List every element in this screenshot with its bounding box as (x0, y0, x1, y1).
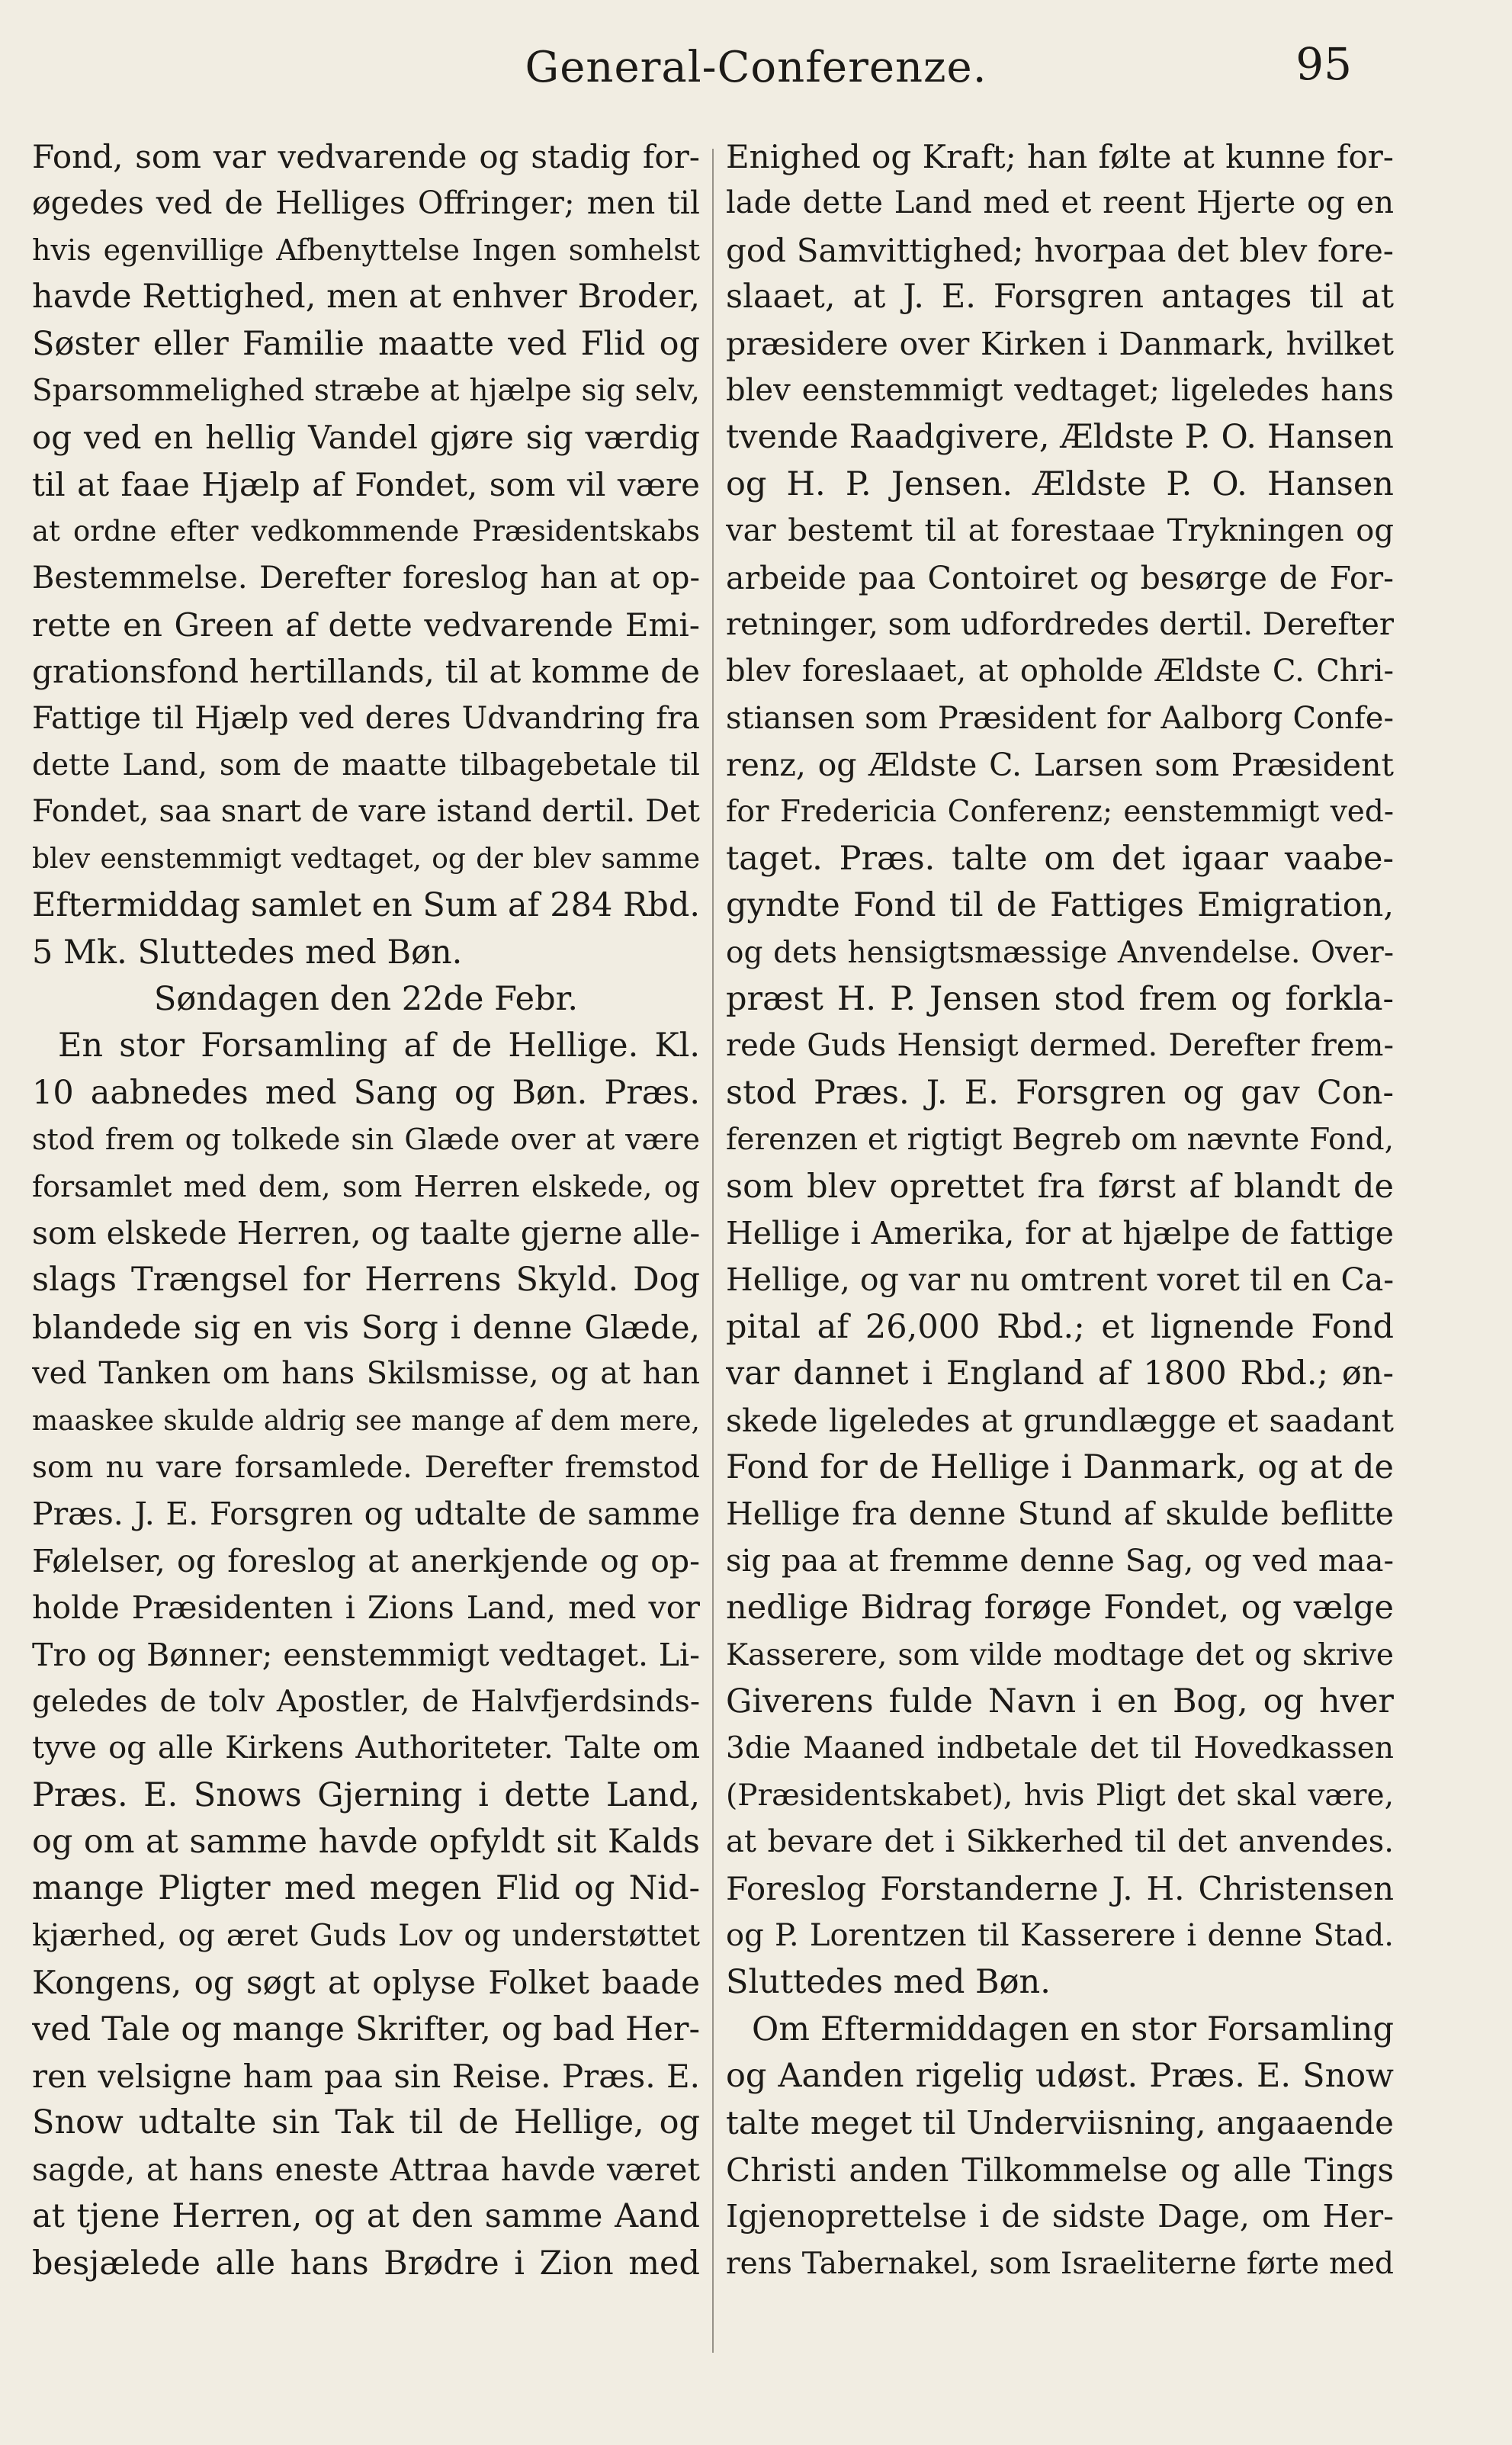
text-line: Kasserere, som vilde modtage det og skrive (726, 1637, 1394, 1672)
text-line: blev foreslaaet, at opholde Ældste C. Chri- (726, 654, 1394, 689)
text-line: præsidere over Kirken i Danmark, hvilket (726, 325, 1394, 362)
text-line: Giverens fulde Navn i en Bog, og hver (726, 1682, 1394, 1720)
text-line: stod Præs. J. E. Forsgren og gav Con- (726, 1073, 1394, 1112)
text-line: ferenzen et rigtigt Begreb om nævnte Fond, (726, 1123, 1394, 1158)
text-line: slaaet, at J. E. Forsgren antages til at (726, 278, 1394, 316)
text-line: (Præsidentskabet), hvis Pligt det skal være, (726, 1778, 1394, 1813)
text-line: blev eenstemmigt vedtaget, og der blev samme (32, 843, 700, 875)
text-line: Præs. J. E. Forsgren og udtalte de samme (32, 1496, 700, 1533)
text-line: var bestemt til at forestaae Trykningen og (726, 513, 1394, 549)
text-line: hvis egenvillige Afbenyttelse Ingen somhelst (32, 233, 700, 267)
text-line: 5 Mk. Sluttedes med Bøn. (32, 933, 463, 972)
text-line: kjærhed, og æret Guds Lov og understøttet (32, 1918, 700, 1953)
text-line: rette en Green af dette vedvarende Emi- (32, 606, 700, 644)
text-line: Følelser, og foreslog at anerkjende og op- (32, 1542, 700, 1579)
text-line: Kongens, og søgt at oplyse Folket baade (32, 1964, 700, 2002)
text-line: arbeide paa Contoiret og besørge de For- (726, 559, 1394, 596)
text-line: Enighed og Kraft; han følte at kunne for- (726, 138, 1394, 175)
text-line: som elskede Herren, og taalte gjerne alle- (32, 1214, 700, 1251)
text-line: maaskee skulde aldrig see mange af dem mere, (32, 1405, 700, 1437)
text-line: ved Tale og mange Skrifter, og bad Her- (32, 2010, 700, 2048)
text-line: ved Tanken om hans Skilsmisse, og at han (32, 1356, 700, 1392)
text-line: Tro og Bønner; eenstemmigt vedtaget. Li- (32, 1636, 700, 1673)
text-line: Fond, som var vedvarende og stadig for- (32, 138, 700, 175)
column-divider (712, 149, 714, 2353)
text-line: Søndagen den 22de Febr. (153, 980, 579, 1019)
text-line: Om Eftermiddagen en stor Forsamling (752, 2010, 1394, 2048)
text-line: 10 aabnedes med Sang og Bøn. Præs. (32, 1073, 700, 1112)
text-line: Hellige, og var nu omtrent voret til en Ca- (726, 1261, 1394, 1299)
text-line: lade dette Land med et reent Hjerte og en (726, 185, 1394, 221)
text-line: dette Land, som de maatte tilbagebetale til (32, 748, 700, 783)
text-line: Hellige fra denne Stund af skulde beflitte (726, 1496, 1394, 1533)
text-line: blandede sig en vis Sorg i denne Glæde, (32, 1308, 700, 1346)
text-line: Fattige til Hjælp ved deres Udvandring fra (32, 700, 700, 736)
text-line: og ved en hellig Vandel gjøre sig værdig (32, 419, 700, 457)
text-line: som blev oprettet fra først af blandt de (726, 1167, 1394, 1206)
text-line: til at faae Hjælp af Fondet, som vil være (32, 465, 700, 503)
text-line: og Aanden rigelig udøst. Præs. E. Snow (726, 2057, 1394, 2096)
text-line: og dets hensigtsmæssige Anvendelse. Over- (726, 935, 1394, 970)
text-line: pital af 26,000 Rbd.; et lignende Fond (726, 1307, 1394, 1346)
text-line: gyndte Fond til de Fattiges Emigration, (726, 886, 1394, 925)
text-line: geledes de tolv Apostler, de Halvfjerdsinds- (32, 1684, 700, 1719)
text-line: Sluttedes med Bøn. (726, 1963, 1051, 2002)
text-line: rede Guds Hensigt dermed. Derefter frem- (726, 1028, 1394, 1064)
text-line: sig paa at fremme denne Sag, og ved maa- (726, 1543, 1394, 1579)
text-line: slags Trængsel for Herrens Skyld. Dog (32, 1261, 700, 1300)
text-line: En stor Forsamling af de Hellige. Kl. (58, 1027, 700, 1065)
text-line: Bestemmelse. Derefter foreslog han at op- (32, 560, 700, 596)
text-line: tvende Raadgivere, Ældste P. O. Hansen (726, 418, 1394, 457)
text-line: og P. Lorentzen til Kasserere i denne Stad. (726, 1917, 1394, 1953)
text-line: og H. P. Jensen. Ældste P. O. Hansen (726, 464, 1394, 503)
text-line: skede ligeledes at grundlægge et saadant (726, 1402, 1394, 1439)
text-line: for Fredericia Conferenz; eenstemmigt ved- (726, 795, 1394, 830)
text-line: mange Pligter med megen Flid og Nid- (32, 1869, 700, 1908)
text-line: sagde, at hans eneste Attraa havde været (32, 2151, 700, 2188)
running-header (0, 35, 1512, 111)
text-line: havde Rettighed, men at enhver Broder, (32, 278, 700, 316)
text-line: Hellige i Amerika, for at hjælpe de fattige (726, 1214, 1394, 1251)
page-number: 95 (1295, 38, 1352, 90)
text-line: stiansen som Præsident for Aalborg Confe- (726, 700, 1394, 736)
text-line: var dannet i England af 1800 Rbd.; øn- (726, 1354, 1394, 1393)
text-line: at bevare det i Sikkerhed til det anvendes. (726, 1824, 1394, 1860)
text-line: stod frem og tolkede sin Glæde over at være (32, 1123, 700, 1157)
text-line: ren velsigne ham paa sin Reise. Præs. E. (32, 2058, 700, 2096)
text-line: 3die Maaned indbetale det til Hovedkassen (726, 1731, 1394, 1766)
text-line: præst H. P. Jensen stod frem og forkla- (726, 980, 1394, 1019)
text-line: talte meget til Underviisning, angaaende (726, 2104, 1394, 2142)
text-line: øgedes ved de Helliges Offringer; men til (32, 185, 700, 222)
text-line: besjælede alle hans Brødre i Zion med (32, 2244, 700, 2283)
text-line: Snow udtalte sin Tak til de Hellige, og (32, 2103, 700, 2142)
text-line: at ordne efter vedkommende Præsidentskabs (32, 515, 700, 548)
text-line: at tjene Herren, og at den samme Aand (32, 2197, 700, 2236)
text-line: Fond for de Hellige i Danmark, og at de (726, 1447, 1394, 1486)
text-line: Christi anden Tilkommelse og alle Tings (726, 2151, 1394, 2189)
text-line: grationsfond hertillands, til at komme de (32, 653, 700, 691)
text-line: Eftermiddag samlet en Sum af 284 Rbd. (32, 886, 700, 925)
text-line: Sparsommelighed stræbe at hjælpe sig selv, (32, 373, 700, 408)
text-line: Igjenoprettelse i de sidste Dage, om Her- (726, 2198, 1394, 2235)
text-line: og om at samme havde opfyldt sit Kalds (32, 1823, 700, 1862)
text-line: nedlige Bidrag forøge Fondet, og vælge (726, 1589, 1394, 1627)
text-line: retninger, som udfordredes dertil. Derefter (726, 606, 1394, 642)
left-column (32, 133, 700, 2368)
text-line: god Samvittighed; hvorpaa det blev fore- (726, 231, 1394, 269)
text-line: blev eenstemmigt vedtaget; ligeledes hans (726, 372, 1394, 408)
text-line: Foreslog Forstanderne J. H. Christensen (726, 1870, 1394, 1908)
right-column (726, 133, 1394, 2368)
text-line: Fondet, saa snart de vare istand dertil. Det (32, 794, 700, 830)
text-line: holde Præsidenten i Zions Land, med vor (32, 1589, 700, 1627)
text-line: rens Tabernakel, som Israeliterne førte med (726, 2246, 1394, 2281)
text-line: taget. Præs. talte om det igaar vaabe- (726, 839, 1394, 878)
running-title: General-Conferenze. (525, 43, 987, 92)
text-line: Søster eller Familie maatte ved Flid og (32, 324, 700, 363)
text-line: tyve og alle Kirkens Authoriteter. Talte om (32, 1730, 700, 1766)
text-line: forsamlet med dem, som Herren elskede, og (32, 1169, 700, 1203)
text-line: renz, og Ældste C. Larsen som Præsident (726, 747, 1394, 784)
text-line: som nu vare forsamlede. Derefter fremstod (32, 1450, 700, 1485)
text-line: Præs. E. Snows Gjerning i dette Land, (32, 1775, 700, 1814)
